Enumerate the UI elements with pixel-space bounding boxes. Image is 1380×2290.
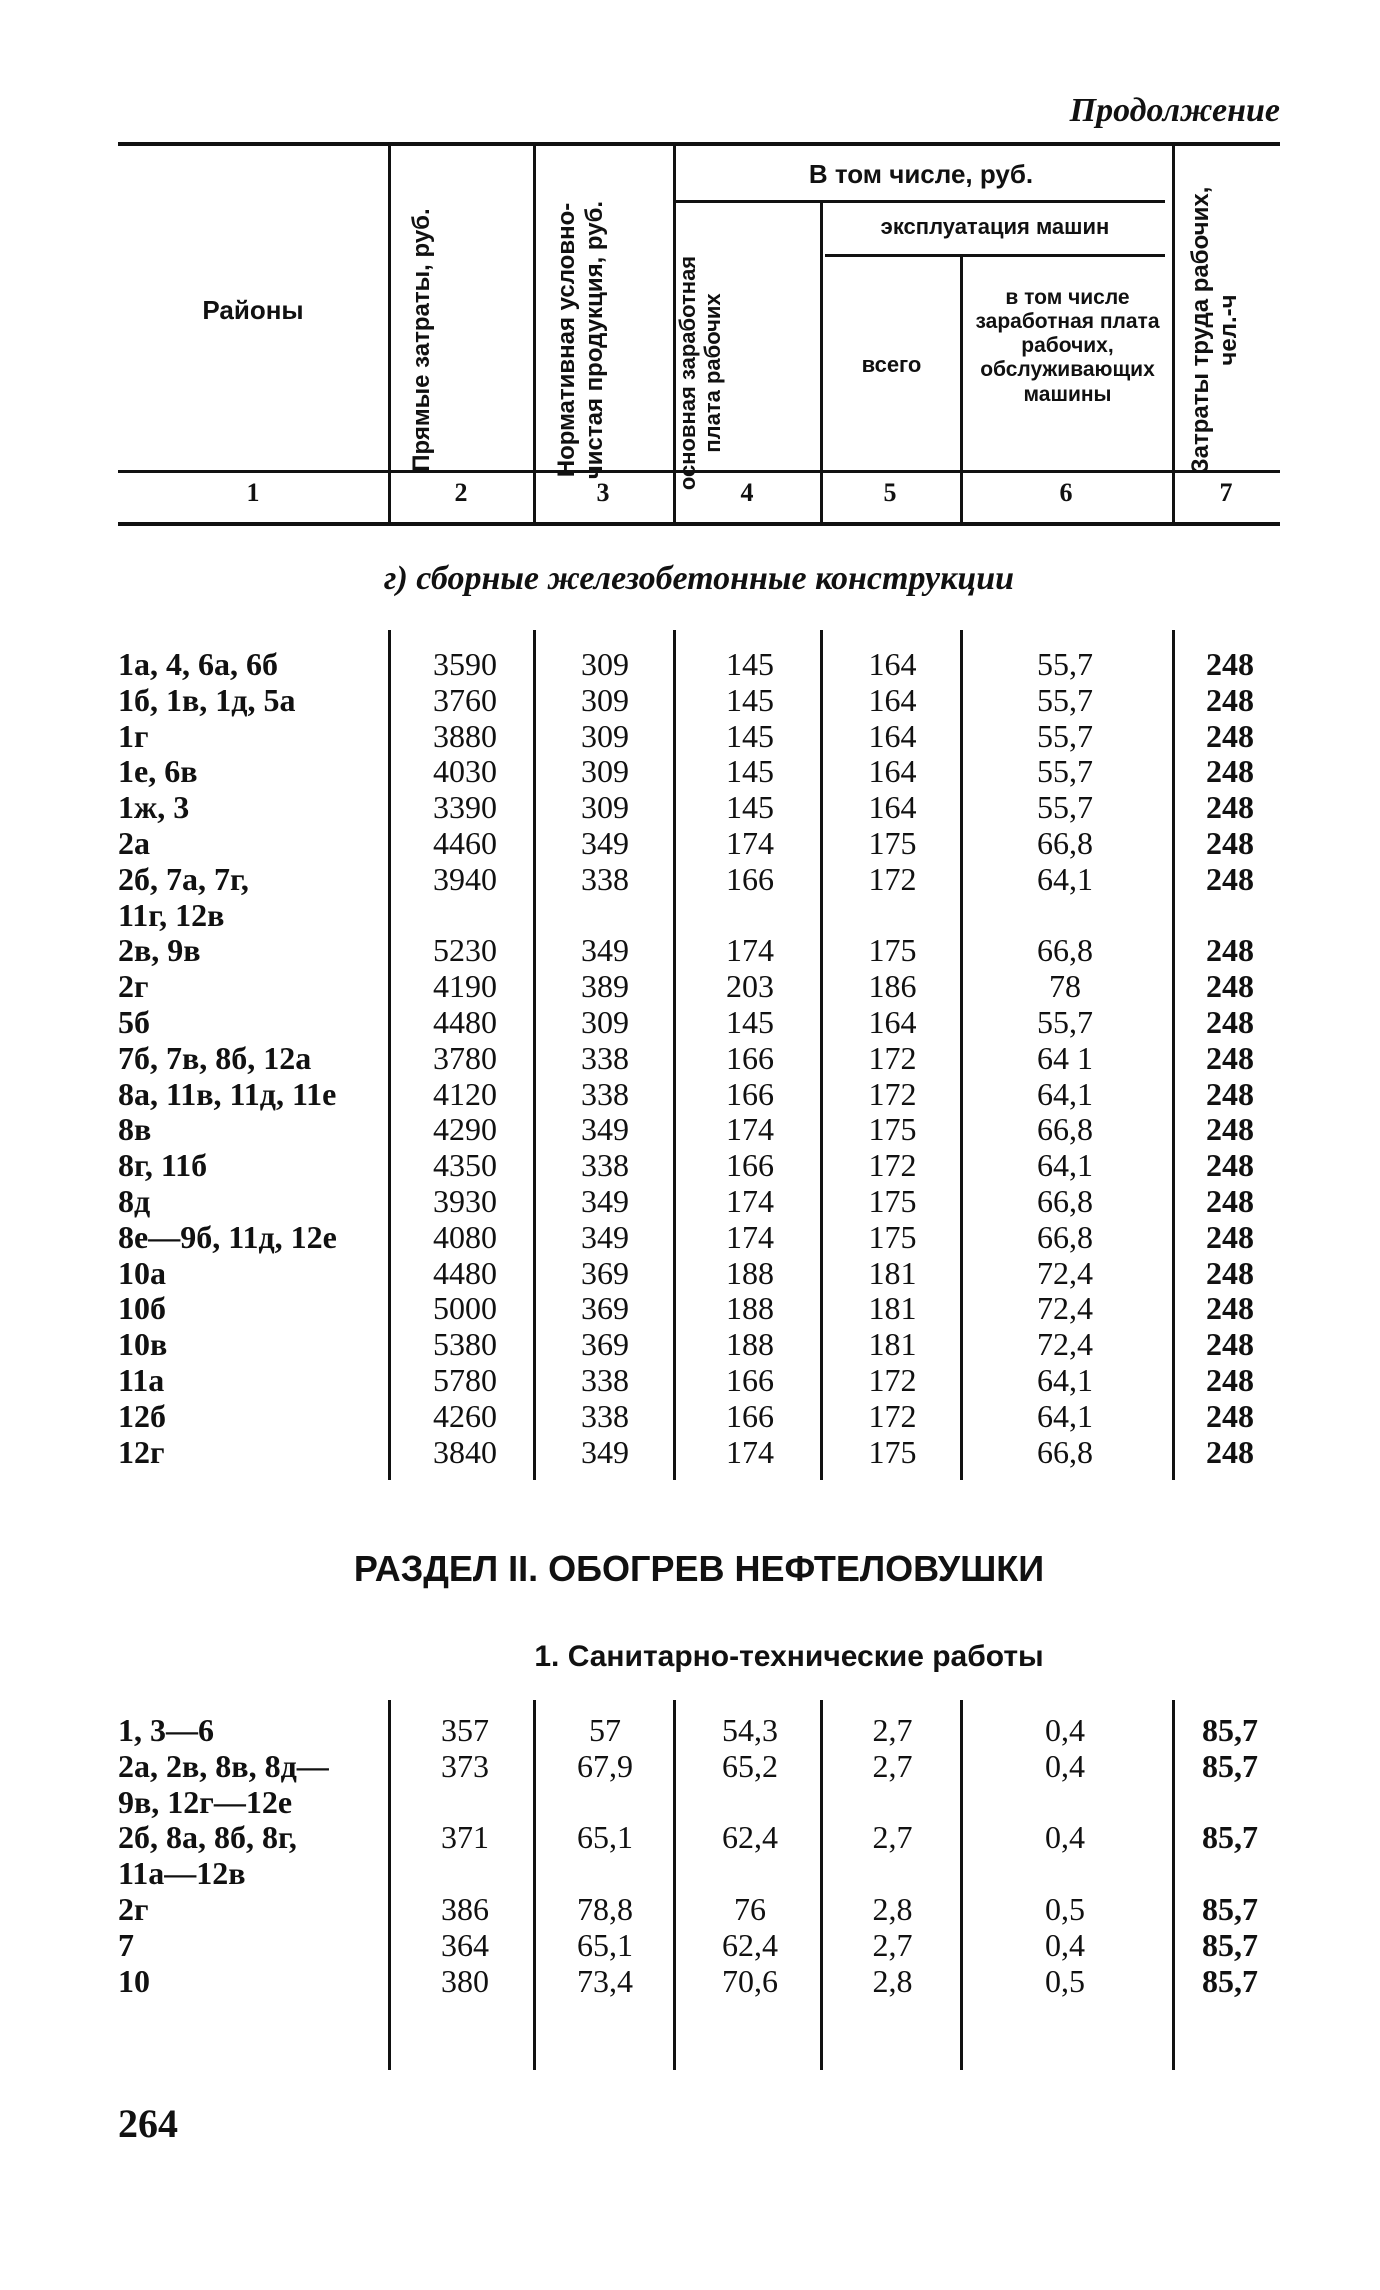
col-base-wage-header: основная заработная плата рабочих bbox=[675, 255, 726, 491]
base-wage-cell: 166 bbox=[726, 1147, 774, 1184]
table-row bbox=[0, 1362, 1380, 1398]
labor-cell: 248 bbox=[1206, 1397, 1254, 1434]
machines-total-cell: 175 bbox=[868, 1433, 917, 1470]
table-row bbox=[0, 1963, 1380, 1999]
labor-cell: 85,7 bbox=[1202, 1712, 1258, 1748]
region-cell: 10в bbox=[118, 1326, 168, 1363]
machine-wage-cell: 55,7 bbox=[1037, 789, 1093, 826]
labor-cell: 248 bbox=[1206, 1147, 1254, 1184]
net-product-cell: 369 bbox=[581, 1326, 629, 1363]
net-product-cell: 369 bbox=[581, 1290, 629, 1327]
table-row bbox=[0, 1891, 1380, 1927]
base-wage-cell: 166 bbox=[726, 1075, 774, 1112]
net-product-cell: 349 bbox=[581, 1218, 629, 1255]
base-wage-cell: 188 bbox=[726, 1254, 774, 1291]
machine-wage-cell: 55,7 bbox=[1037, 1004, 1093, 1040]
machines-total-cell: 181 bbox=[868, 1254, 917, 1291]
region-cell: 8г, 11б bbox=[118, 1147, 208, 1184]
net-product-cell: 309 bbox=[581, 789, 629, 826]
machines-total-cell: 172 bbox=[868, 860, 917, 897]
section2-title: РАЗДЕЛ II. ОБОГРЕВ НЕФТЕЛОВУШКИ bbox=[353, 1548, 1045, 1589]
direct-costs-cell: 3840 bbox=[433, 1433, 497, 1470]
region-cell: 9в, 12г—12е bbox=[118, 1783, 293, 1820]
machine-wage-cell: 55,7 bbox=[1037, 646, 1093, 682]
region-cell: 1, 3—6 bbox=[118, 1712, 214, 1748]
net-product-cell: 349 bbox=[581, 932, 629, 969]
direct-costs-cell: 386 bbox=[441, 1891, 489, 1927]
labor-cell: 248 bbox=[1206, 681, 1254, 718]
net-product-cell: 309 bbox=[581, 646, 629, 682]
labor-cell: 248 bbox=[1206, 932, 1254, 969]
base-wage-cell: 145 bbox=[726, 681, 774, 718]
region-cell: 8д bbox=[118, 1183, 151, 1219]
labor-cell: 248 bbox=[1206, 968, 1254, 1005]
col-regions-header: Районы bbox=[202, 295, 304, 325]
direct-costs-cell: 4030 bbox=[433, 753, 497, 790]
labor-cell: 248 bbox=[1206, 1290, 1254, 1327]
net-product-cell: 338 bbox=[581, 1362, 629, 1398]
machine-wage-cell: 66,8 bbox=[1037, 932, 1093, 969]
labor-cell: 248 bbox=[1206, 860, 1254, 897]
table-row bbox=[0, 1819, 1380, 1855]
machine-wage-cell: 0,4 bbox=[1045, 1926, 1085, 1963]
region-cell: 11а—12в bbox=[118, 1855, 246, 1892]
machines-total-cell: 172 bbox=[868, 1397, 917, 1434]
base-wage-cell: 54,3 bbox=[722, 1712, 778, 1748]
region-cell: 1г bbox=[118, 717, 149, 754]
machines-total-cell: 172 bbox=[868, 1362, 917, 1398]
net-product-cell: 338 bbox=[581, 1397, 629, 1434]
header-vline bbox=[388, 146, 391, 522]
col-number: 3 bbox=[596, 478, 610, 507]
labor-cell: 248 bbox=[1206, 1362, 1254, 1398]
machine-wage-cell: 66,8 bbox=[1037, 1218, 1093, 1255]
direct-costs-cell: 364 bbox=[441, 1926, 489, 1963]
machine-wage-cell: 64,1 bbox=[1037, 1147, 1093, 1184]
table-row bbox=[0, 1255, 1380, 1291]
region-cell: 2а bbox=[118, 825, 150, 861]
machines-total-cell: 164 bbox=[868, 1004, 917, 1040]
machine-wage-cell: 72,4 bbox=[1037, 1290, 1093, 1327]
net-product-cell: 338 bbox=[581, 1039, 629, 1076]
header-vline bbox=[533, 146, 536, 522]
machine-wage-cell: 66,8 bbox=[1037, 825, 1093, 861]
direct-costs-cell: 4260 bbox=[433, 1397, 497, 1434]
col-number: 1 bbox=[246, 478, 260, 507]
table-row bbox=[0, 1076, 1380, 1112]
region-cell: 8а, 11в, 11д, 11е bbox=[118, 1075, 337, 1112]
direct-costs-cell: 4480 bbox=[433, 1004, 497, 1040]
labor-cell: 248 bbox=[1206, 1039, 1254, 1076]
machine-wage-cell: 72,4 bbox=[1037, 1326, 1093, 1363]
machines-total-cell: 2,7 bbox=[872, 1926, 913, 1963]
region-cell: 10б bbox=[118, 1290, 166, 1327]
base-wage-cell: 145 bbox=[726, 1004, 774, 1040]
labor-cell: 85,7 bbox=[1202, 1819, 1258, 1856]
machine-wage-cell: 72,4 bbox=[1037, 1254, 1093, 1291]
machines-total-cell: 164 bbox=[868, 753, 917, 790]
labor-cell: 248 bbox=[1206, 1183, 1254, 1219]
machines-total-cell: 2,7 bbox=[872, 1819, 913, 1856]
table-row bbox=[0, 1398, 1380, 1434]
direct-costs-cell: 5780 bbox=[433, 1362, 497, 1398]
machine-wage-cell: 0,4 bbox=[1045, 1747, 1085, 1784]
labor-cell: 248 bbox=[1206, 825, 1254, 861]
base-wage-cell: 166 bbox=[726, 1362, 774, 1398]
labor-cell: 248 bbox=[1206, 1254, 1254, 1291]
direct-costs-cell: 4350 bbox=[433, 1147, 497, 1184]
labor-cell: 248 bbox=[1206, 1433, 1254, 1470]
machine-wage-cell: 64 1 bbox=[1037, 1039, 1093, 1076]
subgroup-rule bbox=[825, 254, 1165, 257]
region-cell: 2г bbox=[118, 1891, 149, 1927]
table-row bbox=[0, 1748, 1380, 1784]
header-vline bbox=[960, 254, 963, 522]
col-machine-wage-header: в том числе заработная плата рабочих, обслуживающих машины bbox=[975, 286, 1160, 406]
group-rule bbox=[675, 200, 1165, 203]
region-cell: 2б, 8а, 8б, 8г, bbox=[118, 1819, 297, 1856]
region-cell: 2г bbox=[118, 968, 149, 1005]
header-top-rule bbox=[118, 142, 1280, 146]
base-wage-cell: 203 bbox=[726, 968, 774, 1005]
machine-wage-cell: 64,1 bbox=[1037, 1362, 1093, 1398]
table-row bbox=[0, 825, 1380, 861]
labor-cell: 248 bbox=[1206, 753, 1254, 790]
machines-total-cell: 164 bbox=[868, 681, 917, 718]
machines-total-cell: 186 bbox=[868, 968, 917, 1005]
col-number: 6 bbox=[1059, 478, 1073, 507]
net-product-cell: 389 bbox=[581, 968, 629, 1005]
base-wage-cell: 145 bbox=[726, 789, 774, 826]
machine-wage-cell: 55,7 bbox=[1037, 681, 1093, 718]
labor-cell: 248 bbox=[1206, 1075, 1254, 1112]
base-wage-cell: 145 bbox=[726, 646, 774, 682]
machine-wage-cell: 0,4 bbox=[1045, 1819, 1085, 1856]
labor-cell: 248 bbox=[1206, 1004, 1254, 1040]
machines-total-cell: 164 bbox=[868, 789, 917, 826]
machines-total-cell: 2,8 bbox=[872, 1891, 913, 1927]
direct-costs-cell: 3390 bbox=[433, 789, 497, 826]
labor-cell: 248 bbox=[1206, 717, 1254, 754]
base-wage-cell: 174 bbox=[726, 932, 774, 969]
direct-costs-cell: 4290 bbox=[433, 1111, 497, 1148]
direct-costs-cell: 3940 bbox=[433, 860, 497, 897]
direct-costs-cell: 371 bbox=[441, 1819, 489, 1856]
base-wage-cell: 174 bbox=[726, 1111, 774, 1148]
header-vline bbox=[1172, 146, 1175, 522]
table-row bbox=[0, 1927, 1380, 1963]
base-wage-cell: 70,6 bbox=[722, 1962, 778, 1999]
machines-total-cell: 181 bbox=[868, 1326, 917, 1363]
region-cell: 1ж, 3 bbox=[118, 789, 190, 826]
base-wage-cell: 166 bbox=[726, 1397, 774, 1434]
table-row bbox=[0, 1855, 1380, 1891]
machines-total-cell: 175 bbox=[868, 932, 917, 969]
machines-total-cell: 181 bbox=[868, 1290, 917, 1327]
base-wage-cell: 62,4 bbox=[722, 1819, 778, 1856]
machine-wage-cell: 0,5 bbox=[1045, 1962, 1085, 1999]
machine-wage-cell: 66,8 bbox=[1037, 1111, 1093, 1148]
section-g-title: г) сборные железобетонные конструкции bbox=[383, 560, 1015, 597]
section2-subtitle: 1. Санитарно-технические работы bbox=[534, 1640, 1044, 1673]
net-product-cell: 349 bbox=[581, 1111, 629, 1148]
region-cell: 8в bbox=[118, 1111, 152, 1148]
region-cell: 1е, 6в bbox=[118, 753, 198, 790]
machines-total-cell: 2,7 bbox=[872, 1712, 913, 1748]
net-product-cell: 67,9 bbox=[577, 1747, 633, 1784]
net-product-cell: 338 bbox=[581, 860, 629, 897]
machine-wage-cell: 64,1 bbox=[1037, 1397, 1093, 1434]
region-cell: 8е—9б, 11д, 12е bbox=[118, 1218, 337, 1255]
table-row bbox=[0, 646, 1380, 682]
col-number: 5 bbox=[883, 478, 897, 507]
col-total-header: всего bbox=[861, 352, 922, 377]
subgroup-header: эксплуатация машин bbox=[880, 214, 1110, 239]
base-wage-cell: 174 bbox=[726, 825, 774, 861]
table-row bbox=[0, 682, 1380, 718]
direct-costs-cell: 5000 bbox=[433, 1290, 497, 1327]
machines-total-cell: 172 bbox=[868, 1075, 917, 1112]
machine-wage-cell: 0,4 bbox=[1045, 1712, 1085, 1748]
table-row bbox=[0, 897, 1380, 933]
table-row bbox=[0, 753, 1380, 789]
machine-wage-cell: 78 bbox=[1049, 968, 1081, 1005]
net-product-cell: 309 bbox=[581, 681, 629, 718]
table-row bbox=[0, 1004, 1380, 1040]
region-cell: 7 bbox=[118, 1926, 134, 1963]
table-row bbox=[0, 968, 1380, 1004]
colnum-bottom-rule bbox=[118, 522, 1280, 526]
labor-cell: 248 bbox=[1206, 1326, 1254, 1363]
machine-wage-cell: 0,5 bbox=[1045, 1891, 1085, 1927]
labor-cell: 85,7 bbox=[1202, 1962, 1258, 1999]
direct-costs-cell: 4080 bbox=[433, 1218, 497, 1255]
col-direct-costs-header: Прямые затраты, руб. bbox=[408, 208, 435, 472]
net-product-cell: 57 bbox=[589, 1712, 621, 1748]
group-header: В том числе, руб. bbox=[808, 159, 1034, 189]
table-row bbox=[0, 1290, 1380, 1326]
direct-costs-cell: 4480 bbox=[433, 1254, 497, 1291]
machines-total-cell: 2,8 bbox=[872, 1962, 913, 1999]
machines-total-cell: 164 bbox=[868, 646, 917, 682]
direct-costs-cell: 5230 bbox=[433, 932, 497, 969]
direct-costs-cell: 3930 bbox=[433, 1183, 497, 1219]
base-wage-cell: 166 bbox=[726, 1039, 774, 1076]
table-row bbox=[0, 1784, 1380, 1820]
base-wage-cell: 145 bbox=[726, 717, 774, 754]
region-cell: 12г bbox=[118, 1433, 165, 1470]
net-product-cell: 65,1 bbox=[577, 1926, 633, 1963]
direct-costs-cell: 380 bbox=[441, 1962, 489, 1999]
net-product-cell: 338 bbox=[581, 1147, 629, 1184]
machine-wage-cell: 55,7 bbox=[1037, 717, 1093, 754]
direct-costs-cell: 3780 bbox=[433, 1039, 497, 1076]
direct-costs-cell: 3760 bbox=[433, 681, 497, 718]
region-cell: 2в, 9в bbox=[118, 932, 201, 969]
region-cell: 1б, 1в, 1д, 5а bbox=[118, 681, 296, 718]
region-cell: 10 bbox=[118, 1962, 150, 1999]
col-net-product-header: Нормативная условно-чистая продукция, руб. bbox=[553, 200, 608, 480]
machine-wage-cell: 66,8 bbox=[1037, 1183, 1093, 1219]
labor-cell: 248 bbox=[1206, 1111, 1254, 1148]
labor-cell: 248 bbox=[1206, 1218, 1254, 1255]
table-row bbox=[0, 1434, 1380, 1470]
region-cell: 5б bbox=[118, 1004, 150, 1040]
machines-total-cell: 175 bbox=[868, 825, 917, 861]
machines-total-cell: 172 bbox=[868, 1039, 917, 1076]
base-wage-cell: 145 bbox=[726, 753, 774, 790]
machines-total-cell: 2,7 bbox=[872, 1747, 913, 1784]
col-number: 4 bbox=[740, 478, 754, 507]
labor-cell: 248 bbox=[1206, 789, 1254, 826]
machines-total-cell: 175 bbox=[868, 1218, 917, 1255]
net-product-cell: 349 bbox=[581, 1433, 629, 1470]
region-cell: 11а bbox=[118, 1362, 165, 1398]
net-product-cell: 309 bbox=[581, 1004, 629, 1040]
base-wage-cell: 188 bbox=[726, 1326, 774, 1363]
direct-costs-cell: 4120 bbox=[433, 1075, 497, 1112]
table-row bbox=[0, 1712, 1380, 1748]
region-cell: 1а, 4, 6а, 6б bbox=[118, 646, 278, 682]
base-wage-cell: 65,2 bbox=[722, 1747, 778, 1784]
direct-costs-cell: 4190 bbox=[433, 968, 497, 1005]
machine-wage-cell: 64,1 bbox=[1037, 860, 1093, 897]
region-cell: 2а, 2в, 8в, 8д— bbox=[118, 1747, 329, 1784]
net-product-cell: 338 bbox=[581, 1075, 629, 1112]
machines-total-cell: 172 bbox=[868, 1147, 917, 1184]
labor-cell: 85,7 bbox=[1202, 1926, 1258, 1963]
net-product-cell: 73,4 bbox=[577, 1962, 633, 1999]
table-row bbox=[0, 1111, 1380, 1147]
machine-wage-cell: 66,8 bbox=[1037, 1433, 1093, 1470]
net-product-cell: 309 bbox=[581, 753, 629, 790]
table-row bbox=[0, 861, 1380, 897]
direct-costs-cell: 3880 bbox=[433, 717, 497, 754]
region-cell: 12б bbox=[118, 1397, 166, 1434]
base-wage-cell: 166 bbox=[726, 860, 774, 897]
net-product-cell: 349 bbox=[581, 1183, 629, 1219]
net-product-cell: 309 bbox=[581, 717, 629, 754]
base-wage-cell: 174 bbox=[726, 1218, 774, 1255]
region-cell: 2б, 7а, 7г, bbox=[118, 860, 249, 897]
table-row bbox=[0, 1147, 1380, 1183]
direct-costs-cell: 3590 bbox=[433, 646, 497, 682]
page-number: 264 bbox=[118, 2101, 178, 2146]
table-row bbox=[0, 1326, 1380, 1362]
net-product-cell: 65,1 bbox=[577, 1819, 633, 1856]
region-cell: 11г, 12в bbox=[118, 896, 225, 933]
direct-costs-cell: 4460 bbox=[433, 825, 497, 861]
net-product-cell: 349 bbox=[581, 825, 629, 861]
base-wage-cell: 174 bbox=[726, 1183, 774, 1219]
base-wage-cell: 174 bbox=[726, 1433, 774, 1470]
table-row bbox=[0, 789, 1380, 825]
direct-costs-cell: 373 bbox=[441, 1747, 489, 1784]
net-product-cell: 369 bbox=[581, 1254, 629, 1291]
direct-costs-cell: 5380 bbox=[433, 1326, 497, 1363]
base-wage-cell: 76 bbox=[734, 1891, 766, 1927]
machine-wage-cell: 55,7 bbox=[1037, 753, 1093, 790]
base-wage-cell: 188 bbox=[726, 1290, 774, 1327]
labor-cell: 85,7 bbox=[1202, 1891, 1258, 1927]
table-row bbox=[0, 1040, 1380, 1076]
labor-cell: 248 bbox=[1206, 646, 1254, 682]
labor-cell: 85,7 bbox=[1202, 1747, 1258, 1784]
table-row bbox=[0, 1183, 1380, 1219]
base-wage-cell: 62,4 bbox=[722, 1926, 778, 1963]
region-cell: 7б, 7в, 8б, 12а bbox=[118, 1039, 312, 1076]
machines-total-cell: 164 bbox=[868, 717, 917, 754]
region-cell: 10а bbox=[118, 1254, 166, 1291]
machine-wage-cell: 64,1 bbox=[1037, 1075, 1093, 1112]
col-number: 2 bbox=[454, 478, 468, 507]
net-product-cell: 78,8 bbox=[577, 1891, 633, 1927]
col-number: 7 bbox=[1219, 478, 1233, 507]
table-row bbox=[0, 1219, 1380, 1255]
table-row bbox=[0, 932, 1380, 968]
col-labor-header: Затраты труда рабочих, чел.-ч bbox=[1187, 186, 1242, 474]
table-row bbox=[0, 718, 1380, 754]
direct-costs-cell: 357 bbox=[441, 1712, 489, 1748]
machines-total-cell: 175 bbox=[868, 1111, 917, 1148]
continuation-label: Продолжение bbox=[1069, 92, 1280, 129]
machines-total-cell: 175 bbox=[868, 1183, 917, 1219]
